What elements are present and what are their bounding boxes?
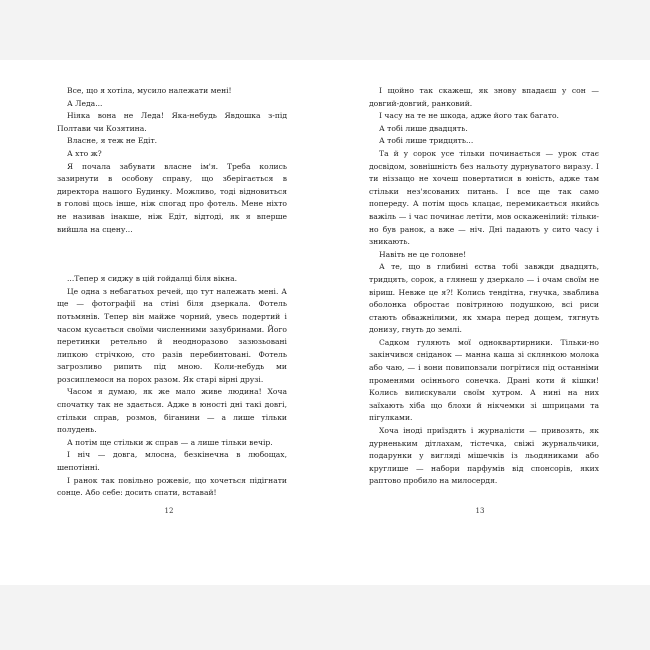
- paragraph: Хоча іноді приїздять і журналісти — привозять, як дурненьким дітлахам, тістечка, свіжі журнальчики, подарунки у вигляді мішечків із льодяниками або круглише — набори парфумів від спонсорів, яких раптово пробило на милосердя.: [369, 426, 599, 486]
- bottom-margin-band: [0, 585, 650, 650]
- left-page-text: [57, 85, 287, 500]
- paragraph: Я почала забувати власне ім'я. Треба колись зазирнути в особову справу, що зберігається в директора нашого Будинку. Можливо, тоді відновиться в голові щось інше, ніж спогад про фотель. Мене ніхто не називав інакше, ніж Едіт, відтоді, як я вперше вийшла на сцену...: [57, 161, 287, 234]
- section-break: [57, 236, 287, 273]
- paragraph: І ранок так повільно рожевіє, що хочеться підігнати сонце. Або себе: досить спати, вставай!: [57, 475, 287, 498]
- paragraph: І щойно так скажеш, як знову впадаєш у сон — довгий-довгий, ранковий.: [369, 86, 599, 108]
- paragraph: Та й у сорок усе тільки починається — урок стає досвідом, зовнішність без нальоту дурнуватого виразу. І ти ніззащо не хочеш повертатися в юність, адже там стільки нез'ясованих питань. І все ще так само попереду. А потім щось клацає, перемикається якийсь важіль — і час починає летіти, мов оскаженілий: тільки-но був ранок, а вже — ніч. Дні падають у сито часу і зникають.: [369, 148, 599, 247]
- paragraph: А тобі лише тридцять...: [379, 136, 474, 146]
- paragraph: А Леда...: [67, 98, 103, 108]
- paragraph: Ніяка вона не Леда! Яка-небудь Явдошка з-під Полтави чи Козятина.: [57, 111, 287, 133]
- paragraph: Все, що я хотіла, мусило належати мені!: [67, 86, 232, 95]
- paragraph: ...Тепер я сиджу в цій гойдалці біля вікна.: [67, 274, 238, 284]
- paragraph: А хто ж?: [67, 148, 102, 158]
- paragraph: І ніч — довга, млосна, безкінечна в любощах, шепотінні.: [57, 450, 287, 473]
- paragraph: А тобі лише двадцять.: [379, 123, 468, 133]
- page-number-left: 12: [164, 507, 174, 515]
- paragraph: Це одна з небагатьох речей, що тут належать мені. А ще — фотографії на стіні біля дзеркала. Фотель потьмянів. Тепер він майже чорний, увесь подертий і часом кусається своїми численними зазубринами. Його перетинки ретельно й неодноразово зазюзьовані липкою стрічкою, сто разів перебинтовані. Фотель загрозливо рипить під мною. Коли-небудь ми розсиплемося на порох разом. Як старі вірні друзі.: [57, 286, 287, 384]
- paragraph: А те, що в глибині єства тобі завжди двадцять, тридцять, сорок, а глянеш у дзеркало — і очам своїм не віриш. Невже це я?! Колись тендітна, гнучка, зваблива оболонка обростає повітряною подушкою, всі риси стають обважнілими, як хмара перед дощем, тягнуть донизу, гнуть до землі.: [369, 262, 599, 335]
- page-number-right: 13: [475, 507, 485, 515]
- paragraph: Часом я думаю, як же мало живе людина! Хоча спочатку так не здається. Адже в юності дні такі довгі, стільки справ, розмов, біганини — а лише тільки полудень.: [57, 387, 287, 435]
- top-margin-band: [0, 0, 650, 60]
- paragraph: Власне, я теж не Едіт.: [67, 136, 158, 146]
- paragraph: І часу на те не шкода, адже його так багато.: [379, 111, 559, 121]
- paragraph: Садком гуляють мої одноквартирники. Тільки-но закінчився сніданок — манна каша зі склянкою молока або чаю, — і вони повиповзали погрітися під останніми променями осіннього сонечка. Драні коти й кішки! Колись вилискували своїм хутром. А нині на них заїхають хіба що блохи й нікчемки зі шприцами та пігулками.: [369, 337, 599, 423]
- paragraph: А потім ще стільки ж справ — а лише тільки вечір.: [67, 437, 273, 447]
- right-page-text: [369, 85, 599, 488]
- paragraph: Навіть не це головне!: [379, 249, 467, 259]
